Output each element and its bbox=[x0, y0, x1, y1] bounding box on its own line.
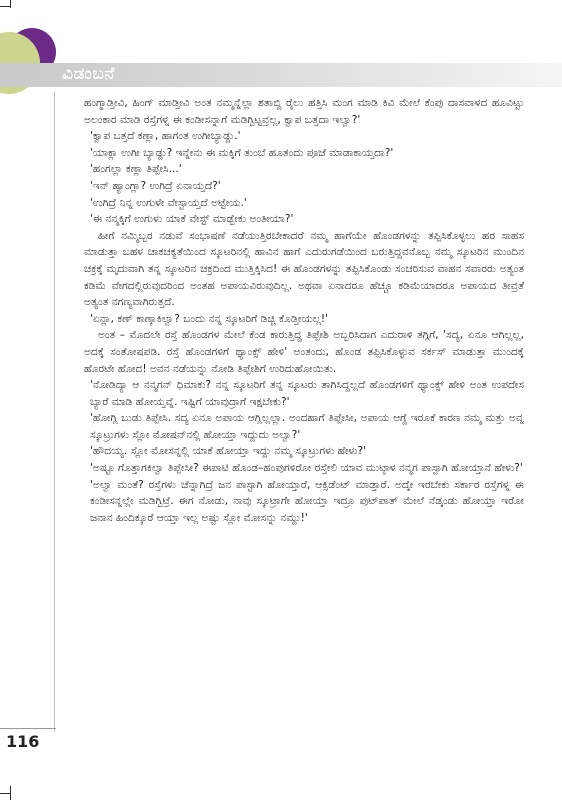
dialogue-line: 'ಹೋಗ್ಲಿ ಬುಡು ತಿಪ್ಪೇಸಿ. ಸದ್ಯ ಏನೂ ಅಪಾಯ ಆಗ್ಲಿಲ್ಲಲ್ಲಾ. ಅಂದಹಾಗೆ ತಿಪ್ಪೇಸೀ, ಅಪಾಯ ಆಗ್ದೆ ಇರೂಕೆ ಕಾರಣ ನಮ್ಮ ಮತ್ತು ಅವ್ನ ಸ್ಕೂಟ್ರುಗಳು ಸ್ಲೋ ಮೋಷನ್‌ನಲ್ಲಿ ಹೋಯ್ತಾ ಇದ್ದುದು ಅಲ್ವಾ?' bbox=[90, 412, 524, 441]
margin-vertical-rule bbox=[54, 92, 55, 732]
dialogue-line: 'ಉಗಿದ್ರೆ ನಿನ್ನ ಉಗುಳೇ ವೇಸ್ಟಾಯ್ತದೆ ಅಟ್ಟೇಯ.' bbox=[90, 196, 247, 209]
dialogue-line: 'ಈ ನನ್ಮಕ್ಕಿಗೆ ಉಗುಳು ಯಾಕೆ ವೇಸ್ಟ್ ಮಾಡ್ಬೇಕು ಅಂತೀಯಾ?' bbox=[90, 213, 294, 226]
dialogue-line: 'ಅಷ್ಟೂ ಗೊತ್ತಾಗಕಿಲ್ವಾ ತಿಪ್ಪೇಸೀ? ಈಪಾಟಿ ಹೊಂಡ–ಹಂಪುಗಳಿರೋ ರಸ್ತೇಲಿ ಯಾವ ಮುಟ್ಠಾಳ ನನ್ಮಗ ಪಾಸ್ಟಾಗಿ ಹೋಯ್ತಾನೆ ಹೇಳು?' bbox=[90, 462, 523, 475]
footer-rule bbox=[0, 728, 56, 729]
section-title: ವಿಡಂಬನೆ bbox=[62, 64, 115, 84]
dialogue-line: 'ಯಾಕ್ಲಾ ಉಗೀ ಬ್ಯಾಡ್ದು? ಇನ್ನೇನು ಈ ಮಕ್ಕಿಗೆ ತುಂಬೆ ಹೂತಂದು ಪೂಜೆ ಮಾಡಾಕಾಯ್ತದಾ?' bbox=[90, 146, 394, 159]
crop-mark-top-left-h bbox=[0, 6, 10, 7]
crop-mark-top-left-v bbox=[10, 0, 11, 8]
dialogue-line: 'ನೋಡಿದ್ಯಾ ಆ ನನ್ಮಗನ್ ಧಿಮಾಕು? ನನ್ನ ಸ್ಕೂಟರಿಗೆ ತನ್ನ ಸ್ಕೂಟರು ತಾಗಿಸಿದ್ದಲ್ಲದೆ ಹೊಂಡಗಳಿಗೆ ಥ್ಯಾಂಕ್ಸ್ ಹೇಳಿ ಅಂತ ಉಪದೇಸ ಬ್ಯಾರೆ ಮಾಡಿ ಹೋಯ್ತವ್ನೆ. ಇಷ್ಟಿಗೆ ಯಾವುದ್ರಾಗೆ ಇಕ್ಷಬೇಕು?' bbox=[90, 379, 524, 408]
paragraph: ಹಂಗ್ಮಾಡ್ತೀವಿ, ಹಿಂಗ್ ಮಾಡ್ತೀವಿ ಅಂತ ನಮ್ಮನ್ನೆಲ್ಲಾ ಶತಾಬ್ದಿ ರೈಲು ಹತ್ತಿಸಿ ಮಂಗ ಮಾಡಿ ಕಿವಿ ಮೇಲೆ ಕೆಂಪು ದಾಸವಾಳದ ಹೂವಿಟ್ಟು ಅಲಂಕಾರ ಮಾಡಿ ರಸ್ತೆಗಳ್ನ ಈ ಕಂಡೀಸನ್ನಾಗೆ ಮಡಿಗ್ಬಿಟ್ಟವ್ರಲ್ಲ, ಕ್ವಾಪ ಬತ್ತದಾ ಇಲ್ವಾ?' bbox=[84, 97, 524, 126]
dialogue-line: 'ಏನ್ಲಾ, ಕಣ್ ಕಾಣ್ಕಾಕಿಲ್ವಾ? ಬಂದು ನನ್ನ ಸ್ಕೂಟರಿಗೆ ಡಿಚ್ಚಿ ಕೊಡ್ತೀಯಲ್ಲ!' bbox=[90, 312, 329, 325]
paragraph: ಅಂತ – ಮೊದಲೇ ರಸ್ತೆ ಹೊಂಡಗಳ ಮೇಲೆ ಕೆಂಡ ಕಾರುತ್ತಿದ್ದ ತಿಪ್ಪೇಶಿ ಅಬ್ಬರಿಸಿದಾಗ ಎದುರಾಳಿ ತಗ್ಗಿಗೆ, 'ಸದ್ಯ, ಏನೂ ಆಗಿಲ್ಲಲ್ಲ, ಅದಕ್ಕೆ ಸಂತೋಷಪಡಿ. ರಸ್ತೆ ಹೊಂಡಗಳಿಗೆ ಥ್ಯಾಂಕ್ಸ್ ಹೇಳಿ' ಅಂತಂದು, ಹೊಂಡ ತಪ್ಪಿಸಿಕೊಳ್ಳುವ ಸರ್ಕಸ್ ಮಾಡುತ್ತಾ ಮುಂದಕ್ಕೆ ಹೊರಟೇ ಹೋದ! ಅವನ ನಡೆಯನ್ನು ನೋಡಿ ತಿಪ್ಪೇಶಿಗೆ ಉರಿದುಹೋಯಿತು. bbox=[84, 329, 524, 375]
page-number: 116 bbox=[6, 732, 40, 751]
dialogue-line: 'ಅಲ್ವಾ ಮಂತೆ? ರಸ್ತೆಗಳು ಚೆನ್ನಾಗಿದ್ರೆ ಜನ ಪಾಸ್ಟಾಗಿ ಹೋಯ್ತಾರೆ, ಆಕ್ಸಿಡೆಂಟ್ ಮಾಡ್ತಾರೆ. ಅದ್ಕೇ ಇರಬೇಕು ಸರ್ಕಾರ ರಸ್ತೆಗಳ್ನ ಈ ಕಂಡೀಸನ್ನಲ್ಲೇ ಮಡಿಗ್ಬಿಟ್ರೆ. ಈಗ ನೋಡು, ನಾವು ಸ್ಕೂಟ್ರಾಗೇ ಹೋಯ್ತಾ ಇದ್ರೂ ಪುಟ್‌ಪಾತ್ ಮೇಲೆ ನೆಡ್ಕಂಡು ಹೋಯ್ತಾ ಇರೋ ಜನಾನ ಹಿಂದಿಕ್ಕೂರೆ ಆಯ್ತಾ ಇಲ್ಲ ಅಷ್ಟು ಸ್ಲೋ ಮೋಸನ್ನು ನಮ್ದು!' bbox=[90, 478, 524, 524]
dialogue-line: 'ಕ್ವಾಪ ಬತ್ತದೆ ಕಣ್ಲಾ, ಹಾಗಂತ ಉಗೀಬ್ಯಾಡ್ದು.' bbox=[90, 130, 241, 143]
crop-mark-bottom-left-h bbox=[0, 793, 10, 794]
dialogue-line: 'ಹೌದಯ್ಯ. ಸ್ಲೋ ಮೋಸನ್ನಲ್ಲಿ ಯಾಕೆ ಹೋಯ್ತಾ ಇದ್ದು ನಮ್ಮ ಸ್ಕೂಟ್ರುಗಳು ಹೇಳು?' bbox=[90, 445, 367, 458]
crop-mark-bottom-left-v bbox=[10, 786, 11, 800]
paragraph: ಹೀಗೆ ನಮ್ಮಿಬ್ಬರ ನಡುವೆ ಸಂಭಾಷಣೆ ನಡೆಯುತ್ತಿರಬೇಕಾದರೆ ನಮ್ಮ ಹಾಗೆಯೇ ಹೊಂಡಗಳನ್ನು ತಪ್ಪಿಸಿಕೊಳ್ಳಲು ಹರ ಸಾಹಸ ಮಾಡುತ್ತಾ ಬಹಳ ಚಾಕಚಕ್ಯತೆಯಿಂದ ಸ್ಕೂಟರಿನಲ್ಲಿ ಹಾವಿನ ಹಾಗೆ ಎದುರುಗಡೆಯಿಂದ ಬರುತ್ತಿದ್ದವನೊಬ್ಬ ನಮ್ಮ ಸ್ಕೂಟರಿನ ಮುಂದಿನ ಚಕ್ರಕ್ಕೆ ಮೃದುವಾಗಿ ತನ್ನ ಸ್ಕೂಟರಿನ ಚಕ್ರದಿಂದ ಮುತ್ತಿಕ್ಕಿಸಿದ! ಈ ಹೊಂಡಗಳನ್ನು ತಪ್ಪಿಸಿಕೊಂಡು ಸಂಚರಿಸುವ ವಾಹನ ಸವಾರರು ಅತ್ಯಂತ ಕಡಿಮೆ ವೇಗದಲ್ಲಿರುವುದರಿಂದ ಅಂತಹ ಅಪಾಯವಿರುವುದಿಲ್ಲ. ಅಥವಾ ಏನಾದರೂ ಹೆಚ್ಚೂ ಕಡಿಮೆಯಾದರೂ ಅಪಾಯದ ತೀವ್ರತೆ ಅತ್ಯಂತ ನಗಣ್ಯವಾಗಿರುತ್ತದೆ. bbox=[84, 229, 524, 309]
article-body bbox=[84, 95, 524, 526]
dialogue-line: 'ಇನ್ ಹ್ಯಾಂಗ್ಲಾ? ಉಗಿದ್ರೆ ಏನಾಯ್ತದೆ?' bbox=[90, 179, 221, 192]
dialogue-line: 'ಹಂಗಲ್ಲಾ ಕಣ್ಲಾ ತಿಪ್ಪೇಸಿ...' bbox=[90, 163, 182, 176]
